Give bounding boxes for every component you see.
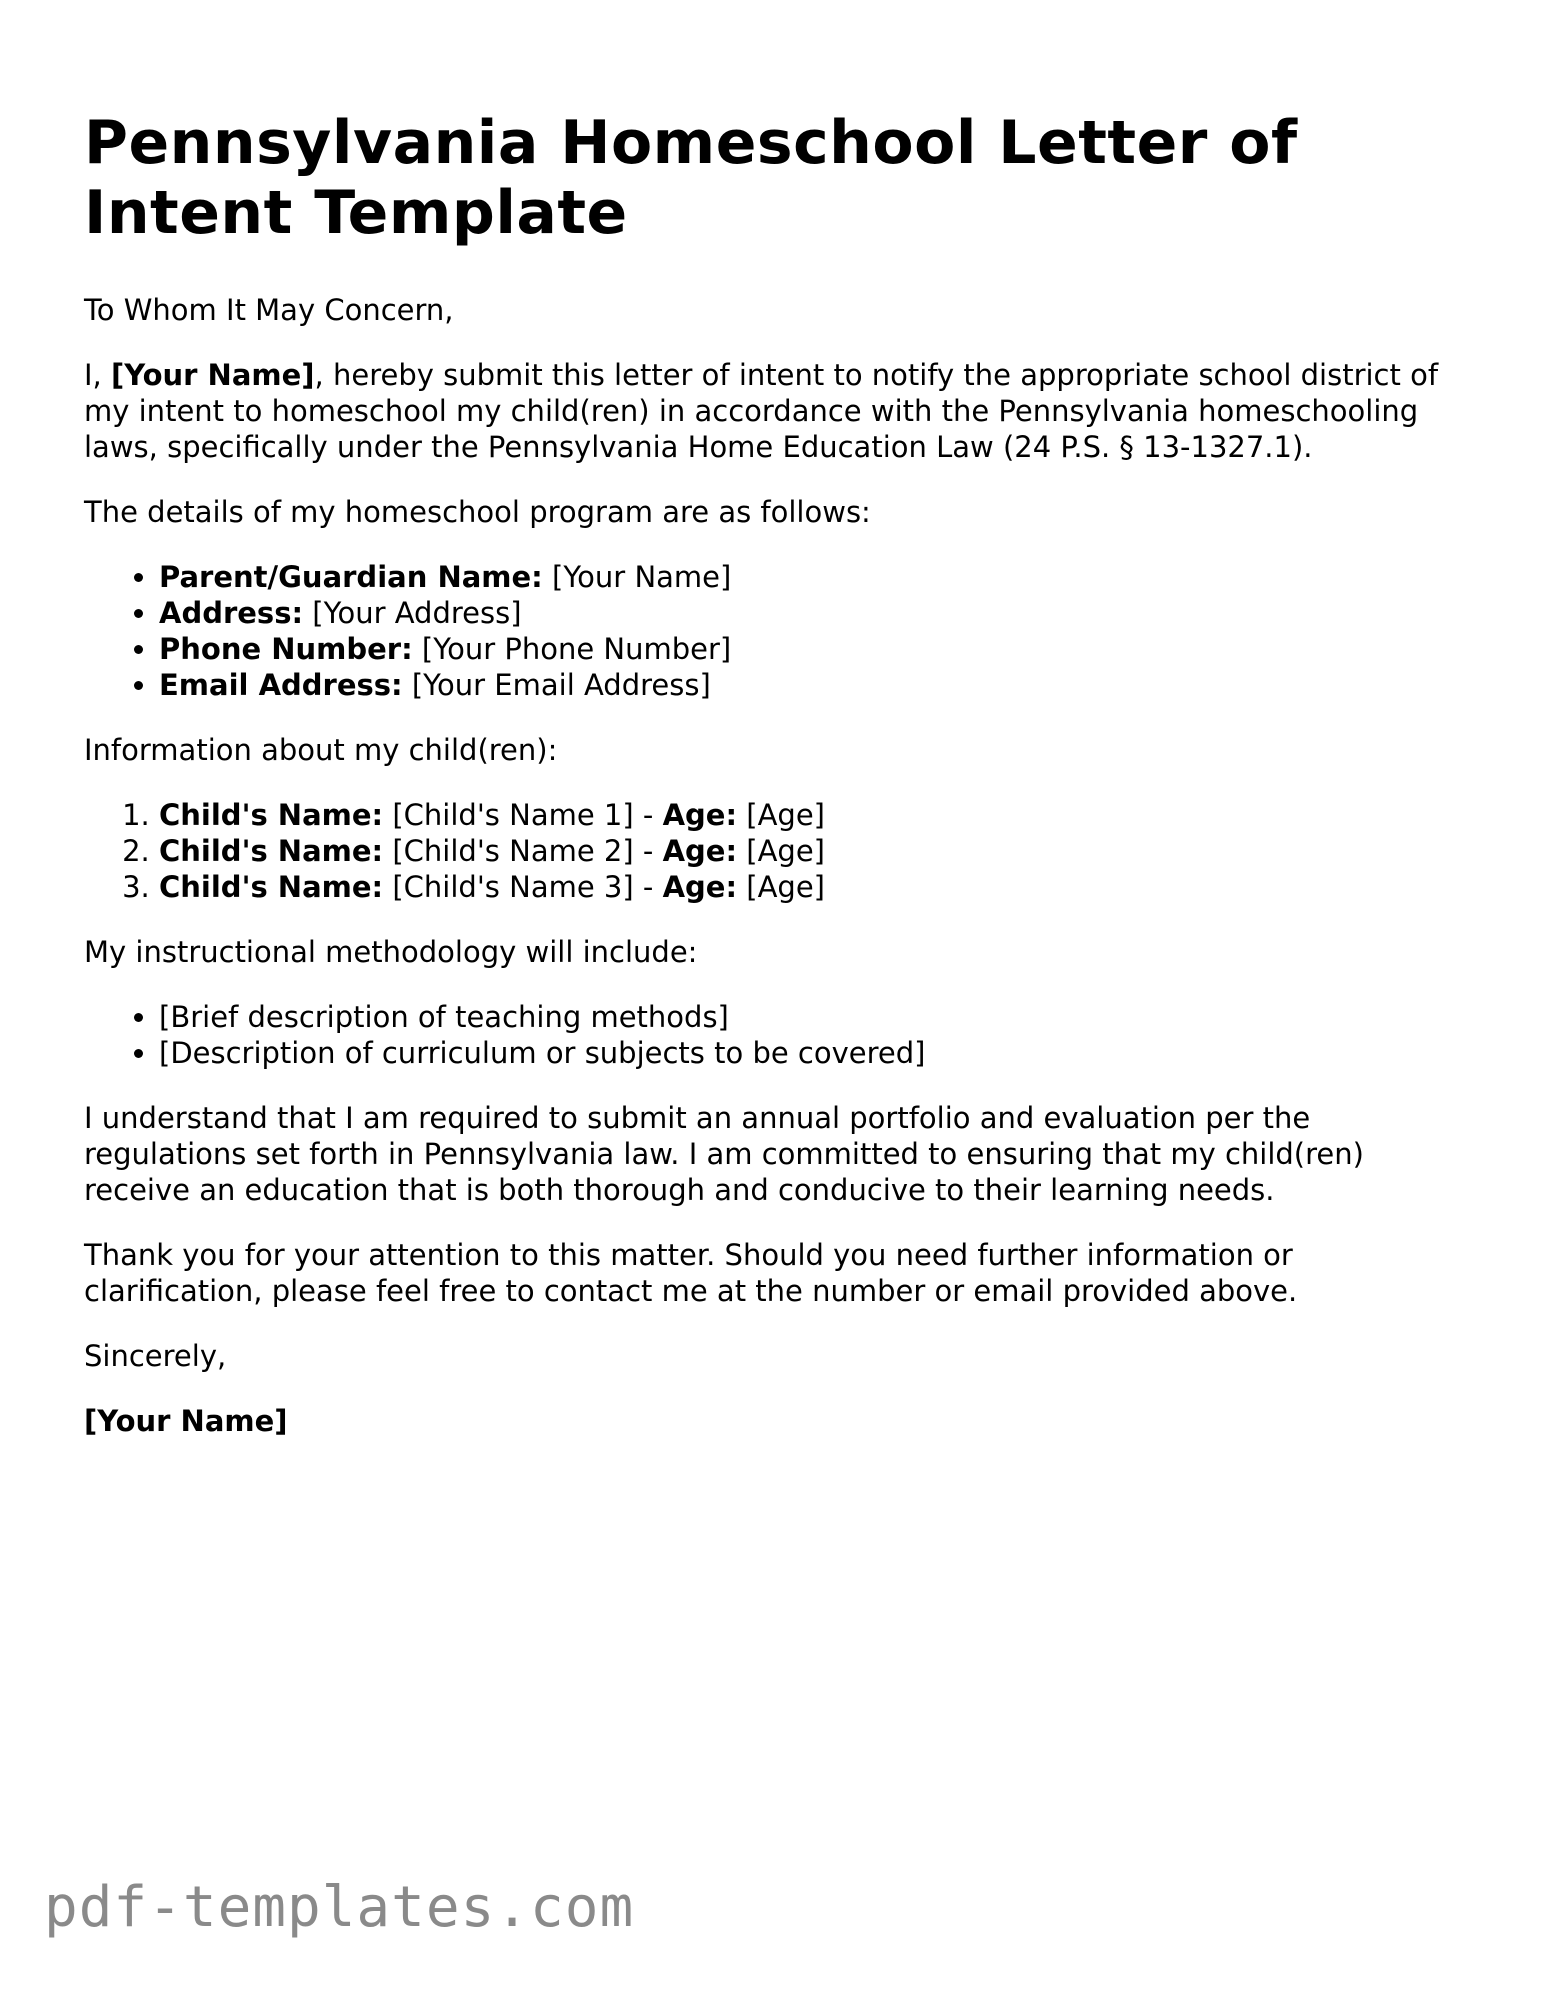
list-item <box>159 559 1464 595</box>
list-item <box>159 833 1464 869</box>
details-heading: The details of my homeschool program are as follows: <box>84 495 871 529</box>
list-item: • [Brief description of teaching methods] <box>159 999 1464 1035</box>
document-title: Pennsylvania Homeschool Letter of Intent Template <box>84 108 1298 248</box>
detail-label: Address: <box>159 596 304 630</box>
watermark: pdf-templates.com <box>44 1875 635 1940</box>
child-name-value: [Child's Name 2] - <box>383 834 663 868</box>
intro-prefix: I, <box>84 358 111 392</box>
list-item <box>159 631 1464 667</box>
closing: Sincerely, <box>84 1339 227 1373</box>
child-age-value: [Age] <box>737 870 825 904</box>
document-page <box>84 108 1464 1468</box>
child-age-label: Age: <box>662 798 738 832</box>
list-item: • [Description of curriculum or subjects to be covered] <box>159 1035 1464 1071</box>
child-name-label: Child's Name: <box>159 870 384 904</box>
detail-value: [Your Email Address] <box>402 668 711 702</box>
intro-text: , hereby submit this letter of intent to notify the appropriate school district of my intent to homeschool my child(ren) in accordance with the Pennsylvania homeschooling laws, specifically under the Pennsylvania Home Education Law (24 P.S. § 13-1327.1). <box>84 358 1439 464</box>
detail-label: Email Address: <box>159 668 403 702</box>
child-name-label: Child's Name: <box>159 798 384 832</box>
detail-value: [Your Address] <box>303 596 522 630</box>
children-list <box>84 797 1464 905</box>
list-item <box>159 667 1464 703</box>
child-age-label: Age: <box>662 834 738 868</box>
child-name-value: [Child's Name 1] - <box>383 798 663 832</box>
detail-value: [Your Name] <box>542 560 732 594</box>
child-age-label: Age: <box>662 870 738 904</box>
detail-value: [Your Phone Number] <box>412 632 732 666</box>
children-heading: Information about my child(ren): <box>84 733 558 767</box>
list-item <box>159 595 1464 631</box>
methods-list <box>84 999 1464 1071</box>
details-list <box>84 559 1464 703</box>
signature <box>84 1403 1464 1439</box>
thanks-paragraph: Thank you for your attention to this matter. Should you need further information or clarification, please feel free to contact me at the number or email provided above. <box>84 1238 1298 1308</box>
list-item <box>159 869 1464 905</box>
child-name-value: [Child's Name 3] - <box>383 870 663 904</box>
child-age-value: [Age] <box>737 834 825 868</box>
method-heading: My instructional methodology will include: <box>84 935 698 969</box>
detail-label: Phone Number: <box>159 632 413 666</box>
signature-name: [Your Name] <box>84 1404 288 1438</box>
salutation: To Whom It May Concern, <box>84 293 454 327</box>
detail-label: Parent/Guardian Name: <box>159 560 543 594</box>
understand-paragraph: I understand that I am required to submit an annual portfolio and evaluation per the regulations set forth in Pennsylvania law. I am committed to ensuring that my child(ren) receive an education that is both thorough and conducive to their learning needs. <box>84 1101 1364 1207</box>
intro-name: [Your Name] <box>111 358 315 392</box>
intro-paragraph <box>84 357 1464 465</box>
child-name-label: Child's Name: <box>159 834 384 868</box>
list-item <box>159 797 1464 833</box>
child-age-value: [Age] <box>737 798 825 832</box>
